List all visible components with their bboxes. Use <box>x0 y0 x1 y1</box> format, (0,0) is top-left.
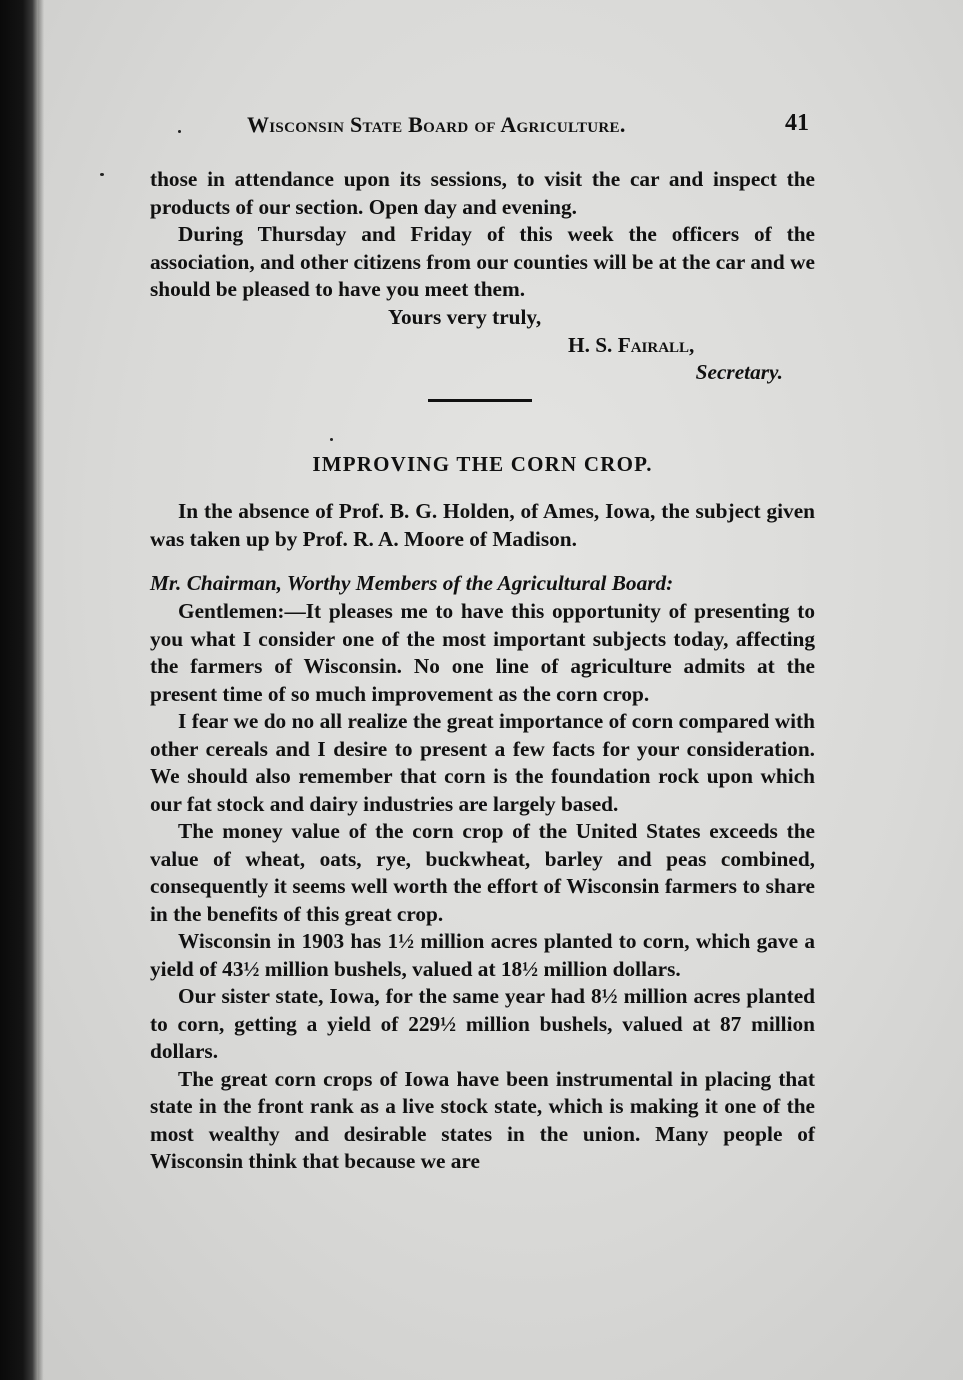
running-head-title: Wisconsin State Board of Agriculture. <box>247 112 626 137</box>
print-speck <box>330 438 333 441</box>
article-title: IMPROVING THE CORN CROP. <box>312 452 653 476</box>
page-number: 41 <box>785 110 809 136</box>
letter-paragraph: those in attendance upon its sessions, to visit the car and inspect the products of our section. Open day and evening. <box>150 167 815 219</box>
article-intro <box>150 498 815 553</box>
signer-name: H. S. Fairall, <box>568 332 695 357</box>
body-paragraph: The money value of the corn crop of the United States exceeds the value of wheat, oats, rye, buckwheat, barley and peas combined, consequently it seems well worth the effort of Wisconsin farmers to share in the benefits of this great crop. <box>150 819 815 926</box>
body-paragraph: Our sister state, Iowa, for the same year had 8½ million acres planted to corn, getting a yield of 229½ million bushels, valued at 87 million dollars. <box>150 984 815 1063</box>
section-divider <box>428 399 532 402</box>
book-spine-shadow <box>0 0 38 1380</box>
body-paragraph: Gentlemen:—It pleases me to have this opportunity of presenting to you what I consider one of the most important subjects today, affecting the farmers of Wisconsin. No one line of agriculture admits at the present time of so much improvement as the corn crop. <box>150 599 815 706</box>
body-paragraph: I fear we do no all realize the great importance of corn compared with other cereals and I desire to present a few facts for your consideration. We should also remember that corn is the foundation rock upon which our fat stock and dairy industries are largely based. <box>150 709 815 816</box>
article-body <box>150 598 815 1176</box>
intro-paragraph: In the absence of Prof. B. G. Holden, of Ames, Iowa, the subject given was taken up by Prof. R. A. Moore of Madison. <box>150 499 815 551</box>
speech-address: Mr. Chairman, Worthy Members of the Agricultural Board: <box>150 571 674 595</box>
salutation: Yours very truly, <box>388 305 542 329</box>
letter-paragraph: During Thursday and Friday of this week the officers of the association, and other citizens from our counties will be at the car and we should be pleased to have you meet them. <box>150 222 815 301</box>
body-paragraph: Wisconsin in 1903 has 1½ million acres planted to corn, which gave a yield of 43½ million bushels, valued at 18½ million dollars. <box>150 929 815 981</box>
print-speck <box>100 173 104 176</box>
letter-closing <box>150 304 815 387</box>
signer-role: Secretary. <box>695 360 783 384</box>
letter-body <box>150 166 815 304</box>
page-gutter <box>38 0 44 1380</box>
running-header <box>150 112 815 142</box>
body-paragraph: The great corn crops of Iowa have been instrumental in placing that state in the front rank as a live stock state, which is making it one of the most wealthy and desirable states in the union. Many people of Wisconsin think that because we are <box>150 1066 815 1173</box>
